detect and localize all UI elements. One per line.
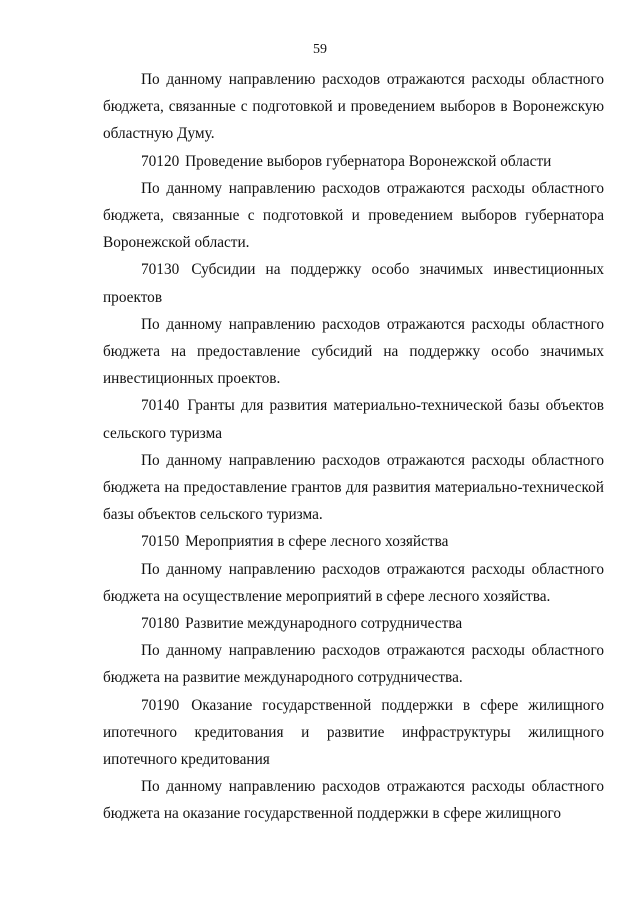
heading-title: Развитие международного сотрудничества <box>185 615 463 633</box>
heading-title: Гранты для развития материально-технической базы объектов сельского туризма <box>103 397 604 442</box>
heading-70180 <box>103 610 604 637</box>
paragraph-elections-governor: По данному направлению расходов отражаются расходы областного бюджета, связанные с подготовкой и проведением выборов губернатора Воронежской области. <box>103 179 604 252</box>
paragraph-forestry: По данному направлению расходов отражаются расходы областного бюджета на осуществление мероприятий в сфере лесного хозяйства. <box>103 560 604 605</box>
heading-70130 <box>103 256 604 310</box>
heading-code: 70140 <box>141 397 180 415</box>
heading-title: Субсидии на поддержку особо значимых инвестиционных проектов <box>103 261 605 306</box>
heading-code: 70120 <box>141 152 180 170</box>
paragraph-rural-tourism-grants: По данному направлению расходов отражаются расходы областного бюджета на предоставление грантов для развития материально-технической базы объектов сельского туризма. <box>103 451 604 524</box>
paragraph-mortgage-support: По данному направлению расходов отражаются расходы областного бюджета на оказание государственной поддержки в сфере жилищного <box>103 778 604 823</box>
page-body <box>103 66 604 828</box>
paragraph-international-cooperation: По данному направлению расходов отражаются расходы областного бюджета на развитие международного сотрудничества. <box>103 642 604 687</box>
heading-70150 <box>103 528 604 555</box>
heading-code: 70150 <box>141 533 180 551</box>
page-number: 59 <box>313 42 327 57</box>
paragraph-elections-duma: По данному направлению расходов отражаются расходы областного бюджета, связанные с подготовкой и проведением выборов в Воронежскую областную Думу. <box>103 71 604 143</box>
heading-title: Мероприятия в сфере лесного хозяйства <box>185 533 449 551</box>
heading-code: 70190 <box>141 696 180 714</box>
heading-title: Оказание государственной поддержки в сфере жилищного ипотечного кредитования и развитие инфраструктуры жилищного ипотечного кредитования <box>103 696 605 769</box>
heading-title: Проведение выборов губернатора Воронежской области <box>185 152 552 170</box>
heading-70140 <box>103 392 604 446</box>
heading-code: 70180 <box>141 615 180 633</box>
heading-70120 <box>103 148 604 175</box>
heading-code: 70130 <box>141 261 180 279</box>
paragraph-investment-subsidies: По данному направлению расходов отражаются расходы областного бюджета на предоставление субсидий на поддержку особо значимых инвестиционных проектов. <box>103 315 604 388</box>
heading-70190 <box>103 692 604 774</box>
